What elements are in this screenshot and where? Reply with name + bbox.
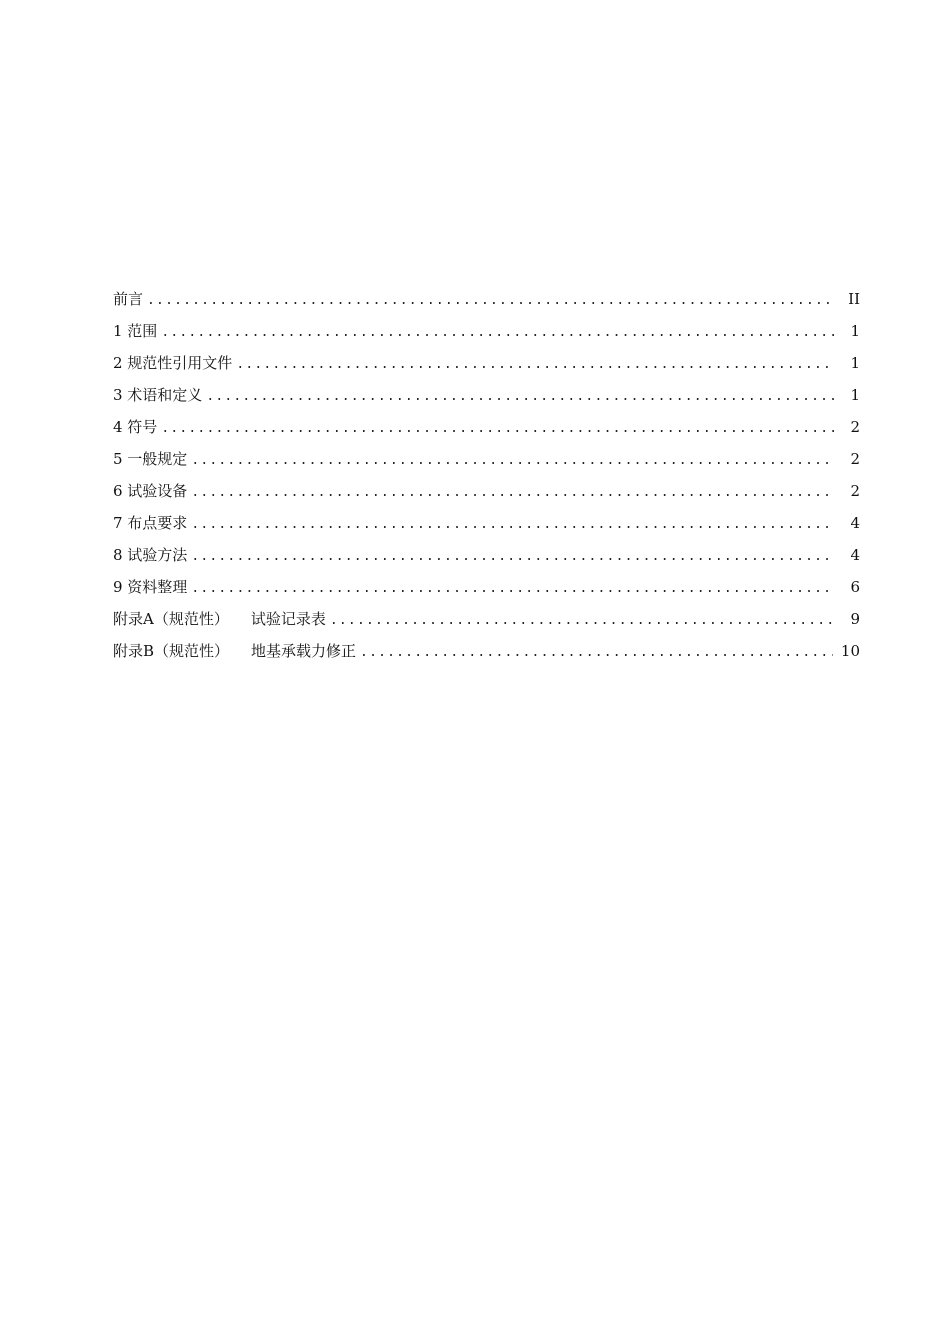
toc-entry-label: 7 布点要求	[113, 514, 188, 532]
toc-leader-dots	[191, 541, 834, 573]
toc-entry-label	[113, 603, 330, 635]
toc-entry-label: 1 范围	[113, 322, 158, 340]
toc-page-number: II	[848, 290, 860, 308]
toc-entry-label: 前言	[113, 290, 144, 308]
toc-entry-label: 3 术语和定义	[113, 386, 203, 404]
toc-page-number: 4	[850, 546, 860, 564]
toc-page-number: 1	[850, 386, 860, 404]
toc-entry-normative-references[interactable]	[113, 347, 860, 379]
toc-leader-dots	[360, 637, 833, 669]
toc-entry-layout-requirements[interactable]	[113, 507, 860, 539]
toc-page-number: 2	[850, 450, 860, 468]
toc-entry-label: 5 一般规定	[113, 450, 188, 468]
toc-entry-test-method[interactable]	[113, 539, 860, 571]
toc-page-number: 1	[850, 322, 860, 340]
toc-leader-dots	[206, 381, 834, 413]
toc-page-number: 1	[850, 354, 860, 372]
toc-entry-appendix-a[interactable]	[113, 603, 860, 635]
toc-entry-general-provisions[interactable]	[113, 443, 860, 475]
table-of-contents	[113, 283, 860, 667]
toc-leader-dots	[161, 413, 834, 445]
toc-page-number: 10	[840, 642, 860, 660]
toc-entry-label: 9 资料整理	[113, 578, 188, 596]
appendix-label: 附录B（规范性）	[113, 642, 230, 660]
toc-leader-dots	[191, 573, 834, 605]
toc-leader-dots	[147, 285, 834, 317]
toc-page-number: 9	[850, 610, 860, 628]
toc-leader-dots	[191, 477, 834, 509]
toc-entry-test-equipment[interactable]	[113, 475, 860, 507]
toc-entry-appendix-b[interactable]	[113, 635, 860, 667]
toc-entry-data-processing[interactable]	[113, 571, 860, 603]
toc-leader-dots	[191, 509, 834, 541]
toc-page-number: 4	[850, 514, 860, 532]
toc-leader-dots	[330, 605, 834, 637]
toc-entry-symbols[interactable]	[113, 411, 860, 443]
toc-page-number: 6	[850, 578, 860, 596]
toc-leader-dots	[161, 317, 834, 349]
toc-page-number: 2	[850, 418, 860, 436]
toc-entry-label: 8 试验方法	[113, 546, 188, 564]
toc-entry-scope[interactable]	[113, 315, 860, 347]
appendix-title: 试验记录表	[250, 610, 326, 628]
toc-entry-foreword[interactable]	[113, 283, 860, 315]
toc-leader-dots	[236, 349, 834, 381]
toc-leader-dots	[191, 445, 834, 477]
appendix-label: 附录A（规范性）	[113, 610, 229, 628]
toc-entry-label: 2 规范性引用文件	[113, 354, 233, 372]
toc-entry-label: 4 符号	[113, 418, 158, 436]
toc-entry-label	[113, 635, 360, 667]
toc-page-number: 2	[850, 482, 860, 500]
toc-entry-terms-definitions[interactable]	[113, 379, 860, 411]
appendix-title: 地基承载力修正	[251, 642, 357, 660]
toc-entry-label: 6 试验设备	[113, 482, 188, 500]
